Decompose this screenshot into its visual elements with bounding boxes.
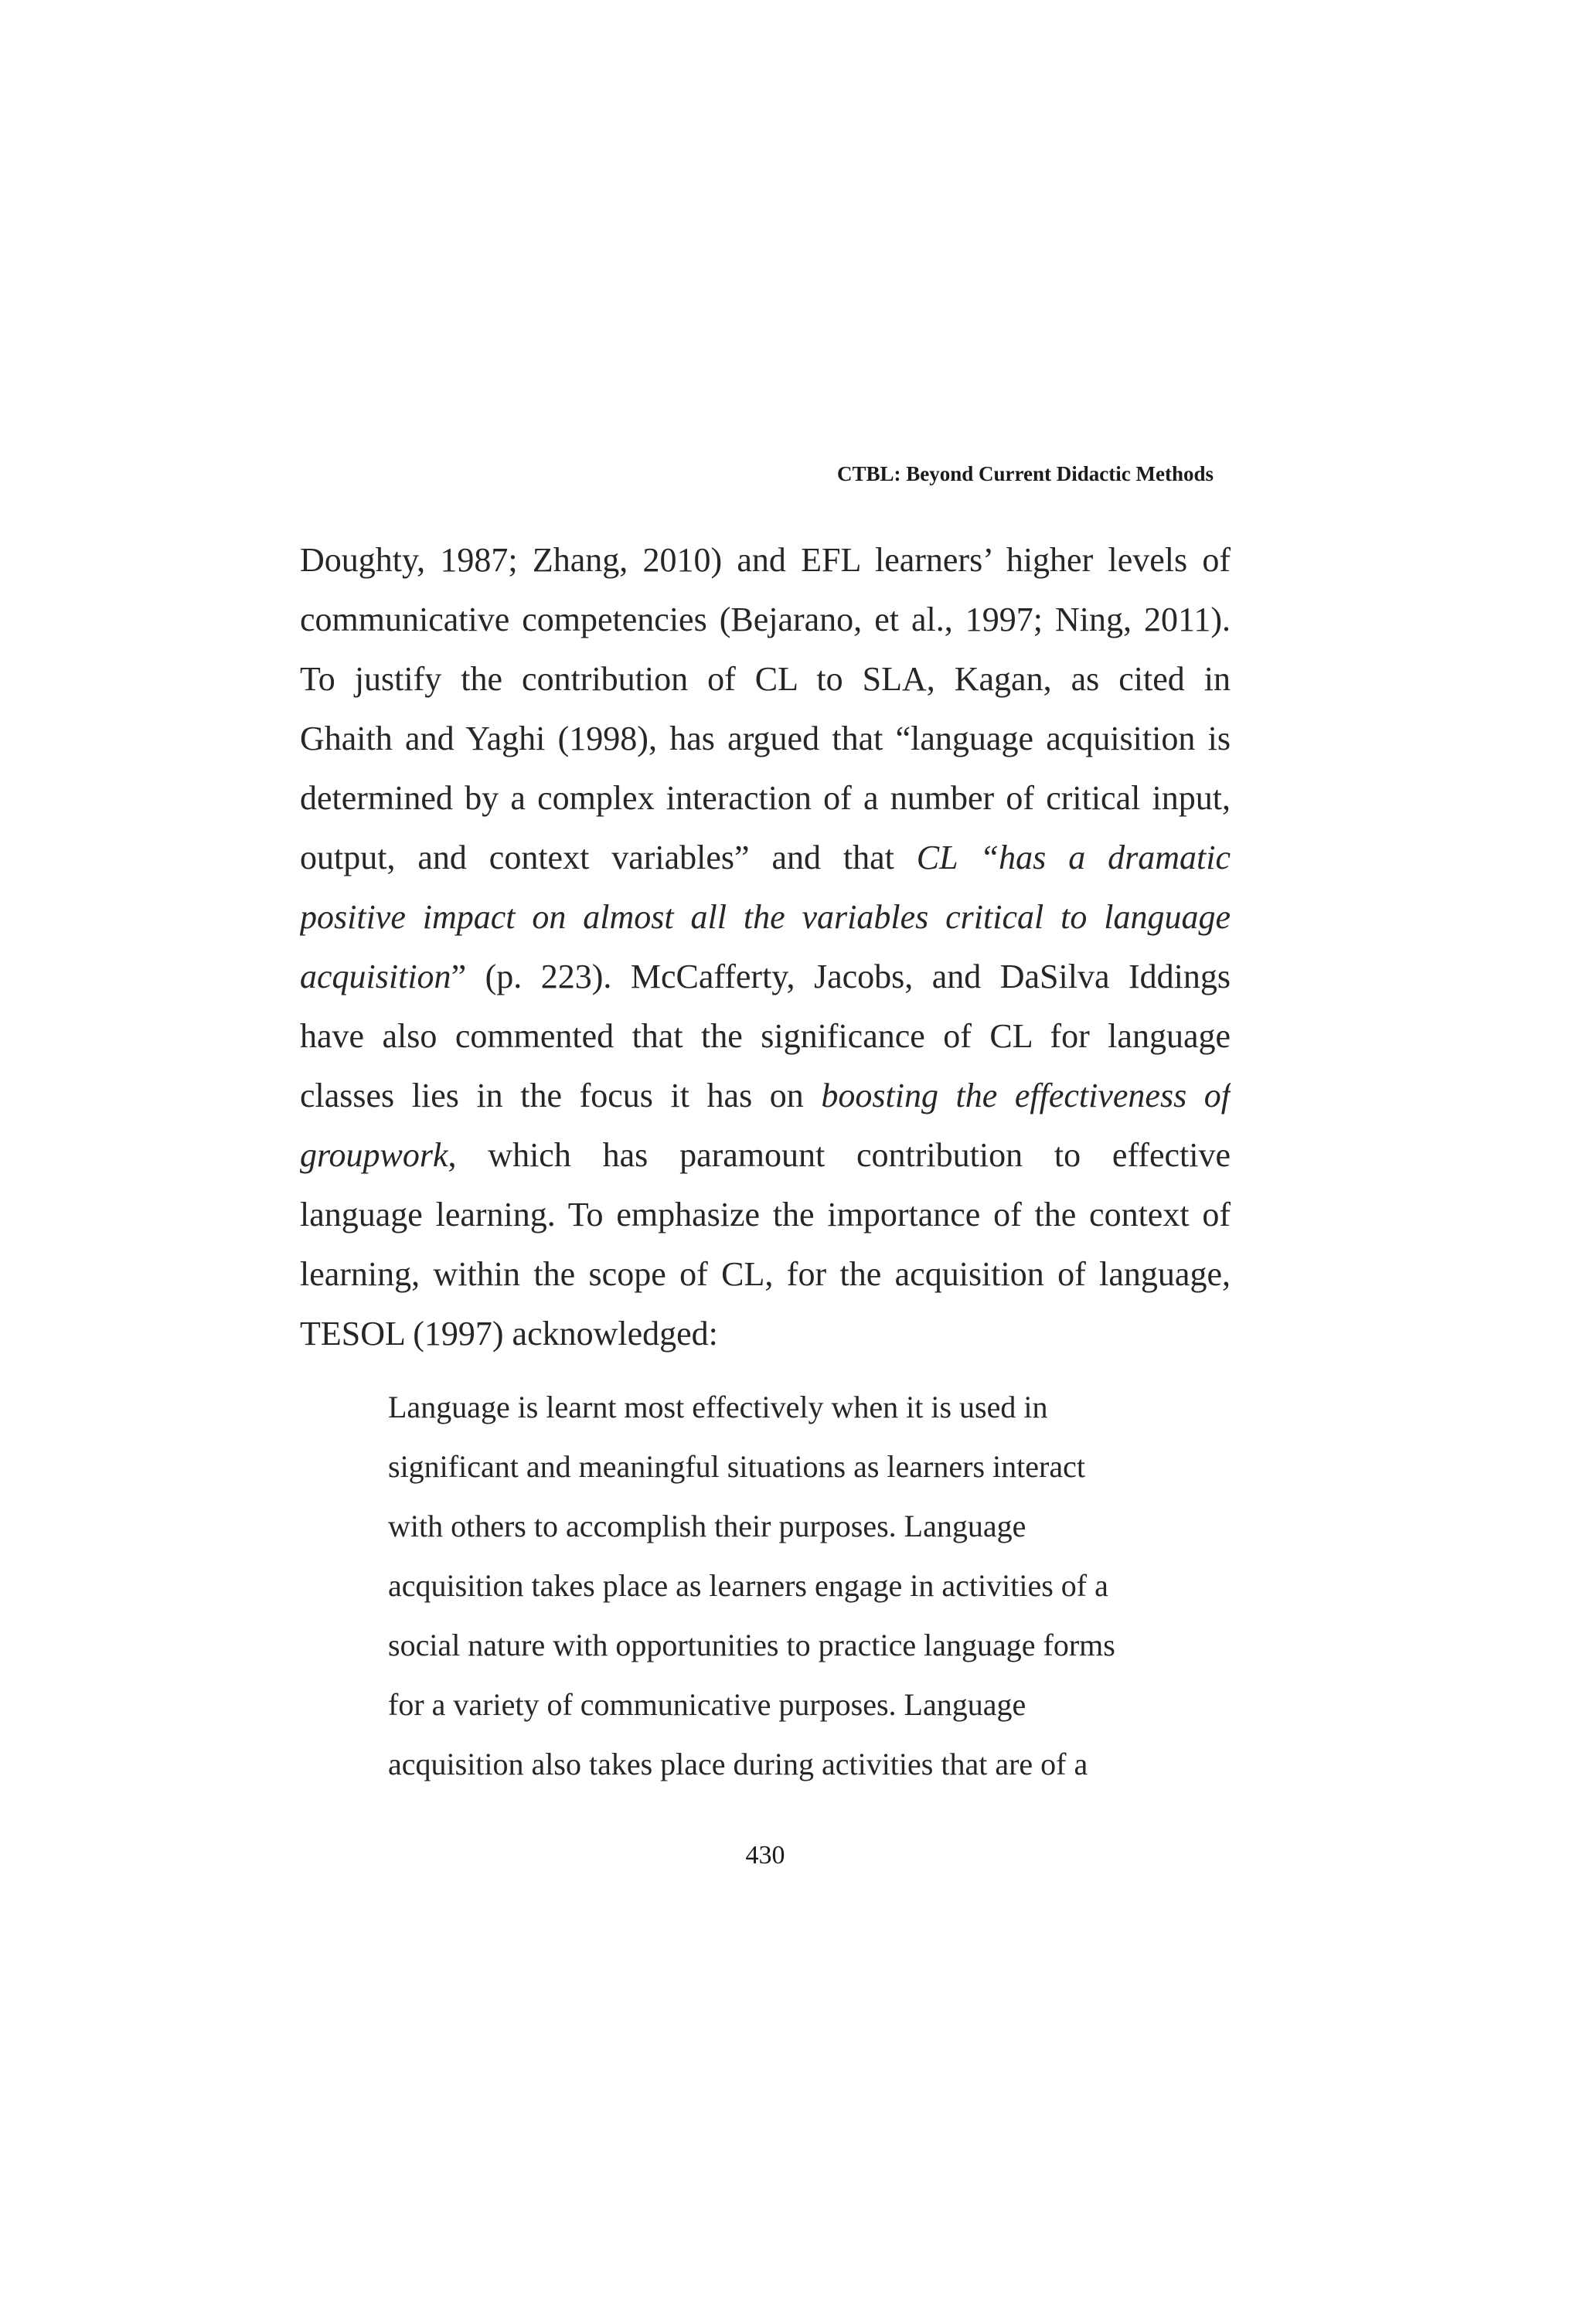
- body-line: TESOL (1997) acknowledged:: [300, 1315, 718, 1353]
- quote-line: significant and meaningful situations as learners interact: [388, 1449, 1085, 1484]
- body-line: To justify the contribution of CL to SLA, Kagan, as cited in: [300, 660, 1231, 698]
- quote-line: with others to accomplish their purposes. Language: [388, 1509, 1026, 1543]
- body-paragraph: [300, 530, 1231, 1363]
- body-line: communicative competencies (Bejarano, et al., 1997; Ning, 2011).: [300, 601, 1231, 638]
- body-line: output, and context variables” and that CL “has a dramatic: [300, 839, 1231, 876]
- body-line: determined by a complex interaction of a number of critical input,: [300, 779, 1231, 817]
- block-quote: [388, 1377, 1231, 1794]
- body-line: classes lies in the focus it has on boosting the effectiveness of: [300, 1077, 1231, 1114]
- body-line: Ghaith and Yaghi (1998), has argued that “language acquisition is: [300, 720, 1231, 757]
- quote-line: for a variety of communicative purposes. Language: [388, 1687, 1026, 1722]
- italic-quote: acquisition: [300, 958, 451, 995]
- quote-line: social nature with opportunities to practice language forms: [388, 1628, 1115, 1662]
- body-line: language learning. To emphasize the importance of the context of: [300, 1196, 1231, 1233]
- italic-emphasis: boosting the effectiveness of: [821, 1077, 1231, 1114]
- italic-emphasis: groupwork: [300, 1136, 448, 1174]
- body-line: Doughty, 1987; Zhang, 2010) and EFL learners’ higher levels of: [300, 541, 1231, 579]
- body-line: acquisition” (p. 223). McCafferty, Jacobs, and DaSilva Iddings: [300, 958, 1231, 995]
- italic-quote: positive impact on almost all the variables critical to language: [300, 898, 1231, 936]
- quote-line: Language is learnt most effectively when it is used in: [388, 1390, 1048, 1424]
- body-line: learning, within the scope of CL, for the acquisition of language,: [300, 1255, 1231, 1293]
- page-number: 430: [745, 1841, 785, 1870]
- body-line: have also commented that the significance of CL for language: [300, 1017, 1231, 1055]
- running-header: CTBL: Beyond Current Didactic Methods: [836, 462, 1214, 485]
- quote-line: acquisition also takes place during activities that are of a: [388, 1747, 1088, 1781]
- quote-line: acquisition takes place as learners engage in activities of a: [388, 1568, 1108, 1603]
- italic-quote: CL “has a dramatic: [916, 839, 1231, 876]
- body-line: groupwork, which has paramount contribution to effective: [300, 1136, 1231, 1174]
- body-line: [300, 887, 1231, 947]
